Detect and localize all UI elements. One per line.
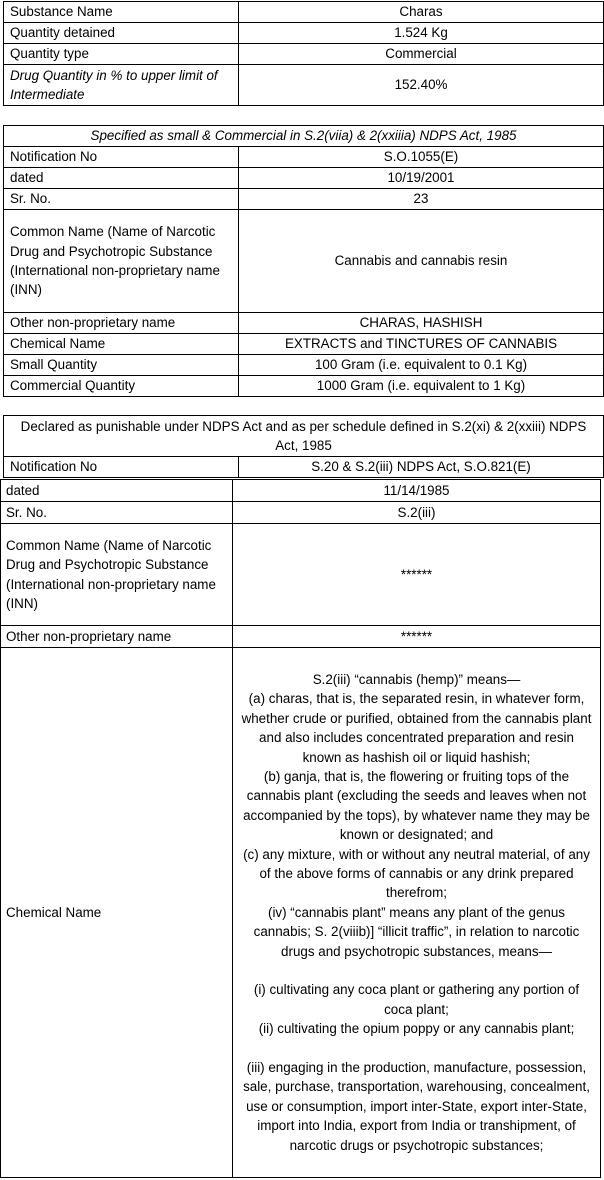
substance-name-label: Substance Name xyxy=(4,2,239,23)
declared-dated-value: 11/14/1985 xyxy=(233,480,601,502)
table-row xyxy=(1,626,601,648)
declared-details-table xyxy=(0,479,601,1178)
table-row xyxy=(4,189,604,210)
table-row xyxy=(4,44,604,65)
declared-common-name-value: ****** xyxy=(233,524,601,626)
declared-other-name-label: Other non-proprietary name xyxy=(1,626,233,648)
other-name-value: CHARAS, HASHISH xyxy=(239,313,604,334)
quantity-type-value: Commercial xyxy=(239,44,604,65)
drug-quantity-value: 152.40% xyxy=(239,65,604,106)
table-row xyxy=(4,376,604,397)
table-row xyxy=(4,23,604,44)
table-row xyxy=(4,2,604,23)
dated-value: 10/19/2001 xyxy=(239,168,604,189)
sr-no-label: Sr. No. xyxy=(4,189,239,210)
table-row xyxy=(4,416,604,457)
other-name-label: Other non-proprietary name xyxy=(4,313,239,334)
table-row xyxy=(1,648,601,1178)
table-row xyxy=(1,524,601,626)
commercial-quantity-value: 1000 Gram (i.e. equivalent to 1 Kg) xyxy=(239,376,604,397)
quantity-detained-value: 1.524 Kg xyxy=(239,23,604,44)
dated-label: dated xyxy=(4,168,239,189)
table-row xyxy=(4,65,604,106)
notification-label: Notification No xyxy=(4,147,239,168)
declared-notification-label: Notification No xyxy=(4,457,239,478)
declared-heading: Declared as punishable under NDPS Act and as per schedule defined in S.2(xi) & 2(xxiii) NDPS Act, 1985 xyxy=(4,416,604,457)
substance-name-value: Charas xyxy=(239,2,604,23)
table-row xyxy=(4,168,604,189)
specified-quantity-table xyxy=(3,125,604,397)
table-row xyxy=(4,126,604,147)
table-row xyxy=(4,334,604,355)
small-quantity-value: 100 Gram (i.e. equivalent to 0.1 Kg) xyxy=(239,355,604,376)
drug-quantity-label: Drug Quantity in % to upper limit of Intermediate xyxy=(4,65,239,106)
declared-dated-label: dated xyxy=(1,480,233,502)
table-row xyxy=(4,457,604,478)
notification-value: S.O.1055(E) xyxy=(239,147,604,168)
declared-heading-table xyxy=(3,415,604,478)
common-name-value: Cannabis and cannabis resin xyxy=(239,210,604,313)
table-row xyxy=(1,480,601,502)
table-row xyxy=(1,502,601,524)
common-name-label: Common Name (Name of Narcotic Drug and Psychotropic Substance (International non-proprietary name (INN) xyxy=(4,210,239,313)
declared-chemical-name-label: Chemical Name xyxy=(1,648,233,1178)
sr-no-value: 23 xyxy=(239,189,604,210)
specified-heading: Specified as small & Commercial in S.2(viia) & 2(xxiiia) NDPS Act, 1985 xyxy=(4,126,604,147)
seizure-details-table xyxy=(3,1,604,106)
small-quantity-label: Small Quantity xyxy=(4,355,239,376)
chemical-name-label: Chemical Name xyxy=(4,334,239,355)
declared-chemical-name-value: S.2(iii) “cannabis (hemp)” means— (a) charas, that is, the separated resin, in whatever form, whether crude or purified, obtained from the cannabis plant and also includes concentrated preparation and resin known as hashish oil or liquid hashish; (b) ganja, that is, the flowering or fruiting tops of the cannabis plant (excluding the seeds and leaves when not accompanied by the tops), by whatever name they may be known or designated; and (c) any mixture, with or without any neutral material, of any of the above forms of cannabis or any drink prepared therefrom; (iv) “cannabis plant” means any plant of the genus cannabis; S. 2(viiib)] “illicit traffic”, in relation to narcotic drugs and psychotropic substances, means— (i) cultivating any coca plant or gathering any portion of coca plant; (ii) cultivating the opium poppy or any cannabis plant; (iii) engaging in the production, manufacture, possession, sale, purchase, transportation, warehousing, concealment, use or consumption, import inter-State, export inter-State, import into India, export from India or transhipment, of narcotic drugs or psychotropic substances; xyxy=(233,648,601,1178)
chemical-name-value: EXTRACTS and TINCTURES OF CANNABIS xyxy=(239,334,604,355)
declared-other-name-value: ****** xyxy=(233,626,601,648)
table-row xyxy=(4,147,604,168)
table-row xyxy=(4,313,604,334)
declared-notification-value: S.20 & S.2(iii) NDPS Act, S.O.821(E) xyxy=(239,457,604,478)
declared-common-name-label: Common Name (Name of Narcotic Drug and Psychotropic Substance (International non-proprietary name (INN) xyxy=(1,524,233,626)
commercial-quantity-label: Commercial Quantity xyxy=(4,376,239,397)
declared-sr-no-label: Sr. No. xyxy=(1,502,233,524)
table-row xyxy=(4,355,604,376)
declared-sr-no-value: S.2(iii) xyxy=(233,502,601,524)
quantity-detained-label: Quantity detained xyxy=(4,23,239,44)
quantity-type-label: Quantity type xyxy=(4,44,239,65)
table-row xyxy=(4,210,604,313)
